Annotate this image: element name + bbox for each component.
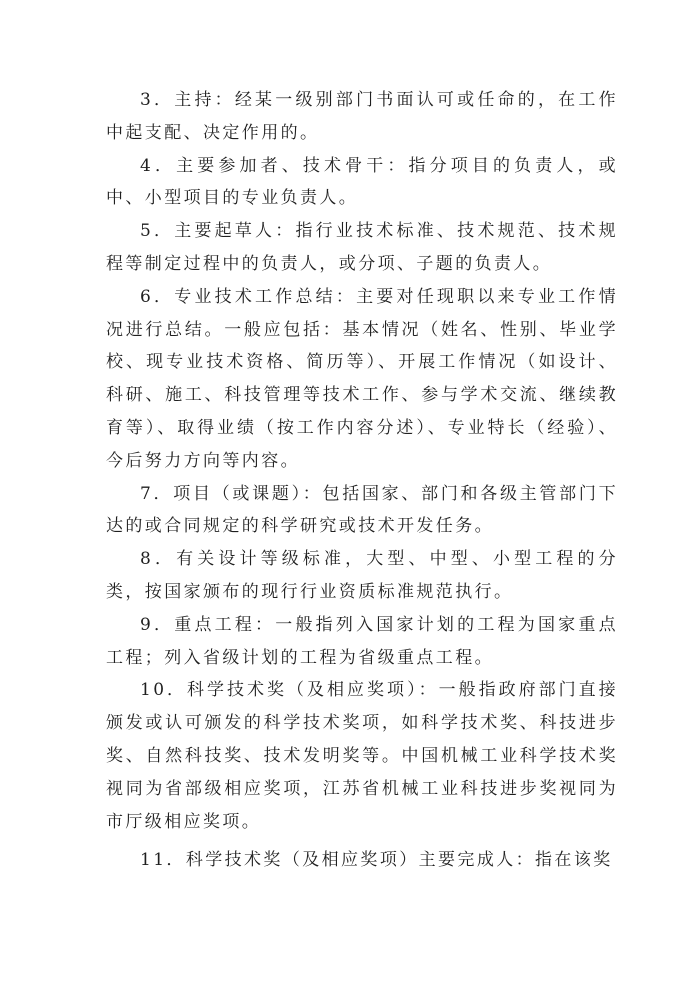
paragraph-item-6: 6．专业技术工作总结：主要对任现职以来专业工作情况进行总结。一般应包括：基本情况（姓名、性别、毕业学校、现专业技术资格、简历等）、开展工作情况（如设计、科研、施工、科技管理等技术工作、参与学术交流、继续教育等）、取得业绩（按工作内容分述）、专业特长（经验）、今后努力方向等内容。	[106, 286, 618, 471]
paragraph-item-4: 4．主要参加者、技术骨干：指分项目的负责人，或中、小型项目的专业负责人。	[106, 155, 618, 209]
paragraph-item-9: 9．重点工程：一般指列入国家计划的工程为国家重点工程；列入省级计划的工程为省级重点工程。	[106, 614, 618, 668]
paragraph-item-7: 7．项目（或课题）：包括国家、部门和各级主管部门下达的或合同规定的科学研究或技术开发任务。	[106, 483, 618, 537]
paragraph-item-10: 10．科学技术奖（及相应奖项）：一般指政府部门直接颁发或认可颁发的科学技术奖项，如科学技术奖、科技进步奖、自然科技奖、技术发明奖等。中国机械工业科学技术奖视同为省部级相应奖项，江苏省机械工业科技进步奖视同为市厅级相应奖项。	[106, 680, 618, 832]
paragraph-item-5: 5．主要起草人：指行业技术标准、技术规范、技术规程等制定过程中的负责人，或分项、子题的负责人。	[106, 221, 618, 274]
paragraph-item-11: 11．科学技术奖（及相应奖项）主要完成人：指在该奖	[140, 850, 613, 871]
document-text-block	[106, 84, 618, 877]
paragraph-item-8: 8．有关设计等级标准，大型、中型、小型工程的分类，按国家颁布的现行行业资质标准规范执行。	[106, 549, 618, 602]
paragraph-item-3: 3．主持：经某一级别部门书面认可或任命的，在工作中起支配、决定作用的。	[106, 90, 618, 143]
